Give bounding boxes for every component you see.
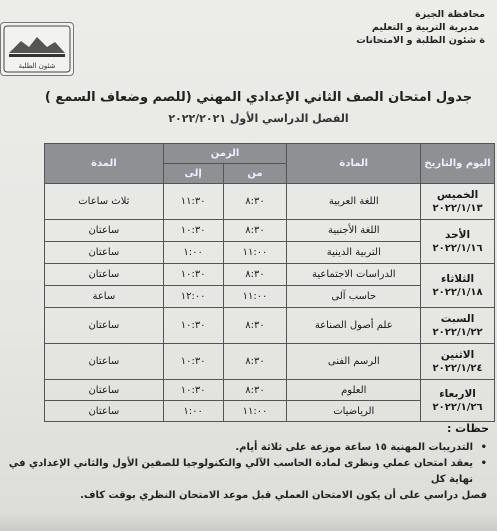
subject-cell: الرسم الفنى bbox=[287, 344, 421, 380]
table-row bbox=[45, 184, 495, 220]
day-cell: الخميس ٢٠٢٢/١/١٣ bbox=[421, 184, 495, 220]
duration-cell: ساعتان bbox=[45, 264, 164, 286]
duration-cell: ساعتان bbox=[45, 401, 164, 422]
duration-cell: ساعتان bbox=[45, 220, 164, 242]
header-from: من bbox=[223, 164, 287, 184]
table-row bbox=[45, 344, 495, 380]
duration-cell: ثلاث ساعات bbox=[45, 184, 164, 220]
from-cell: ١١:٠٠ bbox=[223, 242, 287, 264]
subject-cell: اللغة الأجنبية bbox=[287, 220, 421, 242]
note-item-continuation: فصل دراسي على أن يكون الامتحان العملي قبل موعد الامتحان النظري بوقت كاف. bbox=[80, 490, 487, 501]
page-subtitle: الفصل الدراسي الأول ٢٠٢٢/٢٠٢١ bbox=[168, 112, 349, 125]
header-to: إلى bbox=[163, 164, 223, 184]
day-cell: الأحد ٢٠٢٢/١/١٦ bbox=[421, 220, 495, 264]
table-row bbox=[45, 220, 495, 242]
duration-cell: ساعة bbox=[45, 286, 164, 308]
table-row bbox=[45, 380, 495, 401]
to-cell: ١:٠٠ bbox=[163, 401, 223, 422]
duration-cell: ساعتان bbox=[45, 242, 164, 264]
directorate-logo bbox=[0, 22, 74, 76]
duration-cell: ساعتان bbox=[45, 308, 164, 344]
to-cell: ١٠:٣٠ bbox=[163, 264, 223, 286]
to-cell: ١٠:٣٠ bbox=[163, 344, 223, 380]
from-cell: ٨:٣٠ bbox=[223, 308, 287, 344]
from-cell: ٨:٣٠ bbox=[223, 184, 287, 220]
from-cell: ١١:٠٠ bbox=[223, 401, 287, 422]
subject-cell: علم أصول الصناعة bbox=[287, 308, 421, 344]
subject-cell: حاسب آلى bbox=[287, 286, 421, 308]
header-duration: المدة bbox=[45, 144, 164, 184]
governorate-line: محافظة الجيزة bbox=[415, 9, 485, 20]
subject-cell: العلوم bbox=[287, 380, 421, 401]
to-cell: ١٠:٣٠ bbox=[163, 380, 223, 401]
day-cell: الثلاثاء ٢٠٢٢/١/١٨ bbox=[421, 264, 495, 308]
subject-cell: التربية الدينية bbox=[287, 242, 421, 264]
svg-text:شئون الطلبة: شئون الطلبة bbox=[18, 62, 56, 70]
notes-list bbox=[7, 440, 487, 504]
notes-heading: حظات : bbox=[446, 422, 489, 435]
from-cell: ١١:٠٠ bbox=[223, 286, 287, 308]
table-row bbox=[45, 308, 495, 344]
to-cell: ١٠:٣٠ bbox=[163, 308, 223, 344]
duration-cell: ساعتان bbox=[45, 344, 164, 380]
day-cell: الاربعاء ٢٠٢٢/١/٢٦ bbox=[421, 380, 495, 422]
note-item: • التدريبات المهنية ١٥ ساعة موزعة على ثلاثة أيام. bbox=[7, 440, 487, 456]
logo-emblem-icon bbox=[1, 23, 73, 75]
page-title: جدول امتحان الصف الثاني الإعدادي المهني (للصم وضعاف السمع ) bbox=[44, 90, 473, 105]
note-item: • يعقد امتحان عملي ونظرى لمادة الحاسب الآلي والتكنولوجيا للصفين الأول والثاني الإعدادي في نهاية كل bbox=[7, 456, 487, 488]
from-cell: ٨:٣٠ bbox=[223, 380, 287, 401]
from-cell: ٨:٣٠ bbox=[223, 344, 287, 380]
letterhead bbox=[335, 8, 485, 47]
day-cell: الاثنين ٢٠٢٢/١/٢٤ bbox=[421, 344, 495, 380]
header-day: اليوم والتاريخ bbox=[421, 144, 495, 184]
exam-schedule-table bbox=[44, 143, 495, 422]
table-row bbox=[45, 264, 495, 286]
from-cell: ٨:٣٠ bbox=[223, 220, 287, 242]
duration-cell: ساعتان bbox=[45, 380, 164, 401]
day-cell: السبت ٢٠٢٢/١/٢٢ bbox=[421, 308, 495, 344]
to-cell: ١١:٣٠ bbox=[163, 184, 223, 220]
subject-cell: الرياضيات bbox=[287, 401, 421, 422]
from-cell: ٨:٣٠ bbox=[223, 264, 287, 286]
page-shadow bbox=[0, 511, 497, 531]
to-cell: ١:٠٠ bbox=[163, 242, 223, 264]
subject-cell: الدراسات الاجتماعية bbox=[287, 264, 421, 286]
header-subject: المادة bbox=[287, 144, 421, 184]
to-cell: ١٢:٠٠ bbox=[163, 286, 223, 308]
directorate-line: مديرية التربية و التعليم bbox=[371, 22, 479, 33]
department-line: ة شئون الطلبة و الامتحانات bbox=[356, 35, 485, 46]
header-time: الزمن bbox=[163, 144, 287, 164]
to-cell: ١٠:٣٠ bbox=[163, 220, 223, 242]
subject-cell: اللغة العربية bbox=[287, 184, 421, 220]
